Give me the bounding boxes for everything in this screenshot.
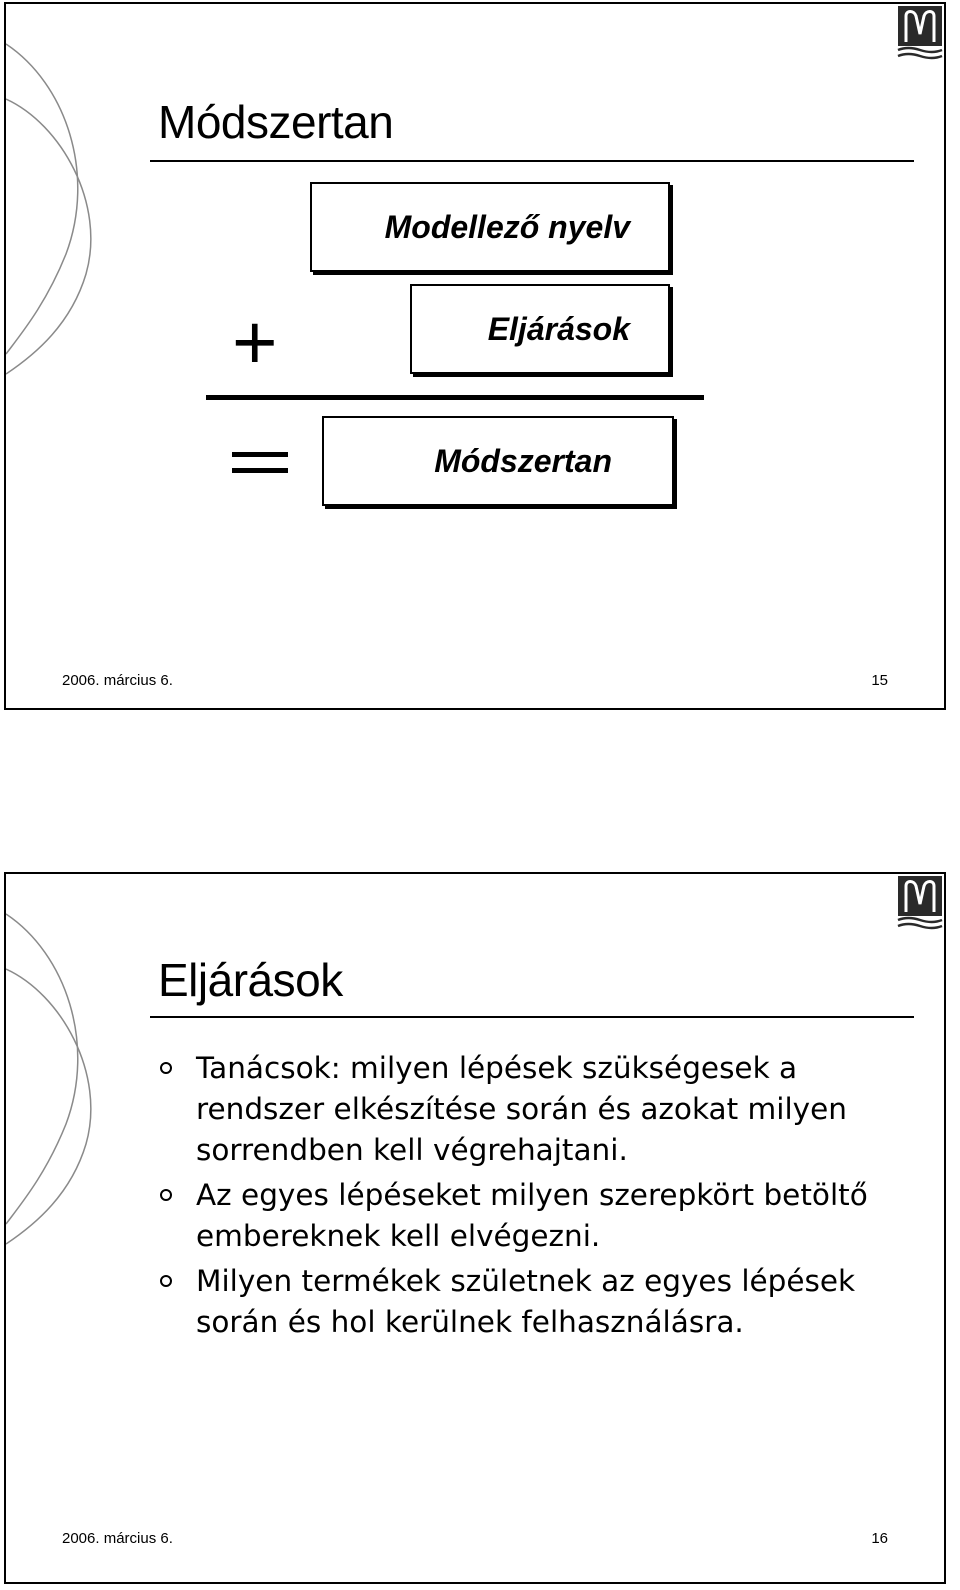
footer-date: 2006. március 6. xyxy=(62,1530,173,1547)
decorative-arcs xyxy=(6,874,126,1254)
bullet-text: Tanácsok: milyen lépések szükségesek a rendszer elkészítése során és azokat milyen sorrendben kell végrehajtani. xyxy=(196,1051,847,1167)
slide-number: 15 xyxy=(871,672,888,689)
slide-title: Eljárások xyxy=(158,954,343,1006)
bullet-text: Az egyes lépéseket milyen szerepkört betöltő embereknek kell elvégezni. xyxy=(196,1178,868,1253)
methodology-box: Módszertan xyxy=(322,416,674,506)
list-item xyxy=(158,1261,898,1343)
sum-line xyxy=(206,395,704,400)
modeling-language-box: Modellező nyelv xyxy=(310,182,670,272)
plus-operator: + xyxy=(232,298,278,386)
title-divider xyxy=(150,1016,914,1018)
equals-operator xyxy=(232,448,288,478)
list-item xyxy=(158,1048,898,1171)
decorative-arcs xyxy=(6,4,126,384)
footer-date: 2006. március 6. xyxy=(62,672,173,689)
procedures-box: Eljárások xyxy=(410,284,670,374)
slide-title: Módszertan xyxy=(158,96,394,148)
bullet-list xyxy=(158,1048,898,1347)
hollow-circle-bullet-icon xyxy=(160,1062,172,1074)
institution-logo-icon xyxy=(896,4,944,60)
title-divider xyxy=(150,160,914,162)
hollow-circle-bullet-icon xyxy=(160,1275,172,1287)
bullet-text: Milyen termékek születnek az egyes lépések során és hol kerülnek felhasználásra. xyxy=(196,1264,856,1339)
institution-logo-icon xyxy=(896,874,944,930)
slide-number: 16 xyxy=(871,1530,888,1547)
slide-15 xyxy=(4,2,946,710)
slide-16 xyxy=(4,872,946,1584)
hollow-circle-bullet-icon xyxy=(160,1189,172,1201)
list-item xyxy=(158,1175,898,1257)
